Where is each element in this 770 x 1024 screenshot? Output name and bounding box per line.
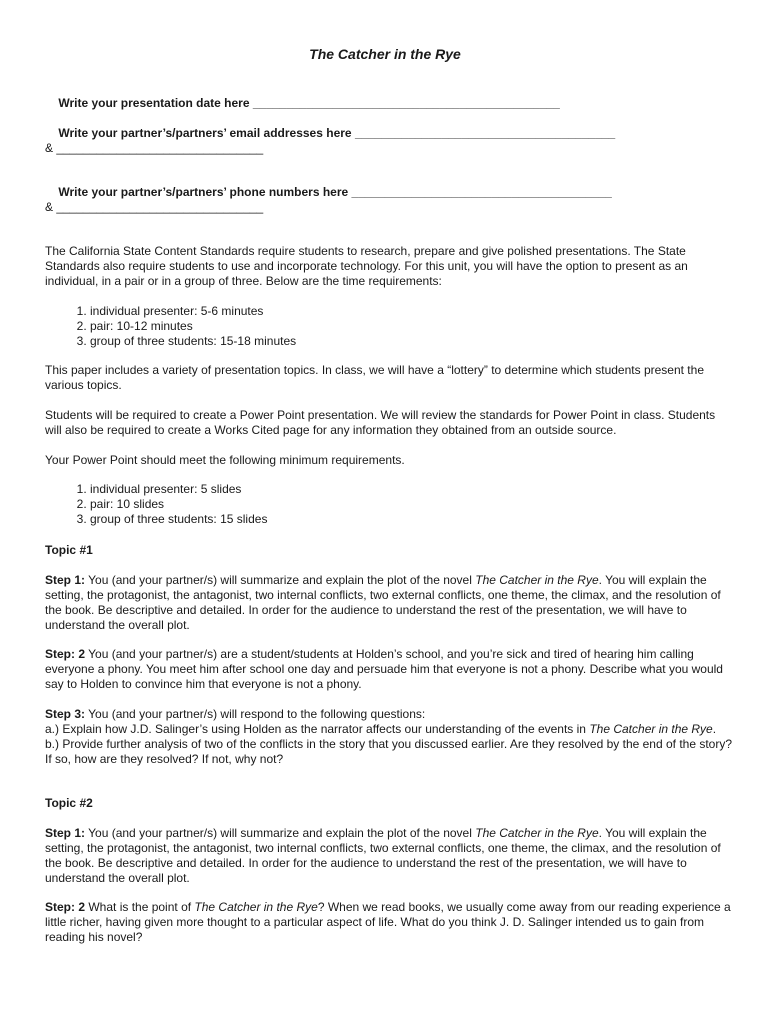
min-requirements-text: Your Power Point should meet the following minimum requirements. [45, 453, 405, 467]
topic1-step1 [45, 573, 735, 633]
step-text: ? When we read books, we usually come away from our reading experience a little richer, having given more thought to a particular aspect of life. What do you think J. D. Salinger intended us to gain from reading his novel? [45, 900, 731, 944]
intro-paragraph: The California State Content Standards require students to research, prepare and give polished presentations. The State Standards also require students to use and incorporate technology. For this unit, you will have the option to present as an individual, in a pair or in a group of three. Below are the time requirements: [45, 244, 688, 288]
book-title: The Catcher in the Rye [475, 826, 599, 840]
phone-blank[interactable]: _______________________________________ [351, 185, 612, 199]
step-label: Step 3: [45, 707, 86, 721]
phone-second-blank[interactable]: & _______________________________ [45, 200, 264, 214]
topic1-step3 [45, 707, 735, 767]
step-label: Step 1: [45, 826, 86, 840]
step-text: . You will explain the setting, the protagonist, the antagonist, two internal conflicts, two external conflicts, one theme, the climax, and the resolution of the book. Be descriptive and detailed. In order for the audience to understand the rest of the presentation, we will have to understand the overall plot. [45, 826, 721, 885]
book-title: The Catcher in the Rye [194, 900, 318, 914]
date-label: Write your presentation date here [58, 96, 250, 110]
topic2-step1 [45, 826, 735, 886]
step-text: You (and your partner/s) will summarize and explain the plot of the novel [85, 826, 476, 840]
question-a-end: . [712, 722, 717, 736]
list-item: 1. individual presenter: 5-6 minutes [90, 304, 735, 319]
question-b: b.) Provide further analysis of two of the conflicts in the story that you discussed earlier. Are they resolved by the end of the story? If so, how are they resolved? If not, why not? [45, 737, 733, 766]
question-a: a.) Explain how J.D. Salinger’s using Holden as the narrator affects our understanding of the events in [45, 722, 590, 736]
list-item: 1. individual presenter: 5 slides [90, 482, 735, 497]
page-title: The Catcher in the Rye [309, 46, 461, 62]
topic2-step2 [45, 900, 735, 945]
list-item: 2. pair: 10-12 minutes [90, 319, 735, 334]
book-title: The Catcher in the Rye [475, 573, 599, 587]
topic2-heading: Topic #2 [45, 796, 93, 810]
step-text: You (and your partner/s) will summarize and explain the plot of the novel [85, 573, 476, 587]
list-item: 3. group of three students: 15-18 minutes [90, 334, 735, 349]
book-title: The Catcher in the Rye [589, 722, 713, 736]
email-label: Write your partner’s/partners’ email addresses here [58, 126, 352, 140]
step-label: Step: 2 [45, 900, 86, 914]
topic1-heading: Topic #1 [45, 543, 93, 557]
step-text: You (and your partner/s) are a student/students at Holden’s school, and you’re sick and tired of hearing him calling everyone a phony. You meet him after school one day and persuade him that everyone is not a phony. Describe what you would say to Holden to convince him that everyone is not a phony. [45, 647, 723, 691]
step-label: Step 1: [45, 573, 86, 587]
topic1-step2 [45, 647, 735, 692]
time-requirements-list [45, 304, 735, 349]
date-blank[interactable]: ______________________________________________ [252, 96, 560, 110]
step-label: Step: 2 [45, 647, 86, 661]
step-text: You (and your partner/s) will respond to the following questions: [85, 707, 426, 721]
step-text: . You will explain the setting, the protagonist, the antagonist, two internal conflicts, two external conflicts, one theme, the climax, and the resolution of the book. Be descriptive and detailed. In order for the audience to understand the rest of the presentation, we will have to understand the overall plot. [45, 573, 721, 632]
email-blank[interactable]: _______________________________________ [354, 126, 616, 140]
list-item: 3. group of three students: 15 slides [90, 512, 735, 527]
slide-requirements-list [45, 482, 735, 527]
powerpoint-paragraph: Students will be required to create a Power Point presentation. We will review the standards for Power Point in class. Students will also be required to create a Works Cited page for any information they obtained from an outside source. [45, 408, 716, 437]
list-item: 2. pair: 10 slides [90, 497, 735, 512]
phone-label: Write your partner’s/partners’ phone numbers here [58, 185, 349, 199]
step-text: What is the point of [85, 900, 195, 914]
email-second-blank[interactable]: & _______________________________ [45, 141, 264, 155]
lottery-paragraph: This paper includes a variety of presentation topics. In class, we will have a “lottery” to determine which students present the various topics. [45, 363, 704, 392]
